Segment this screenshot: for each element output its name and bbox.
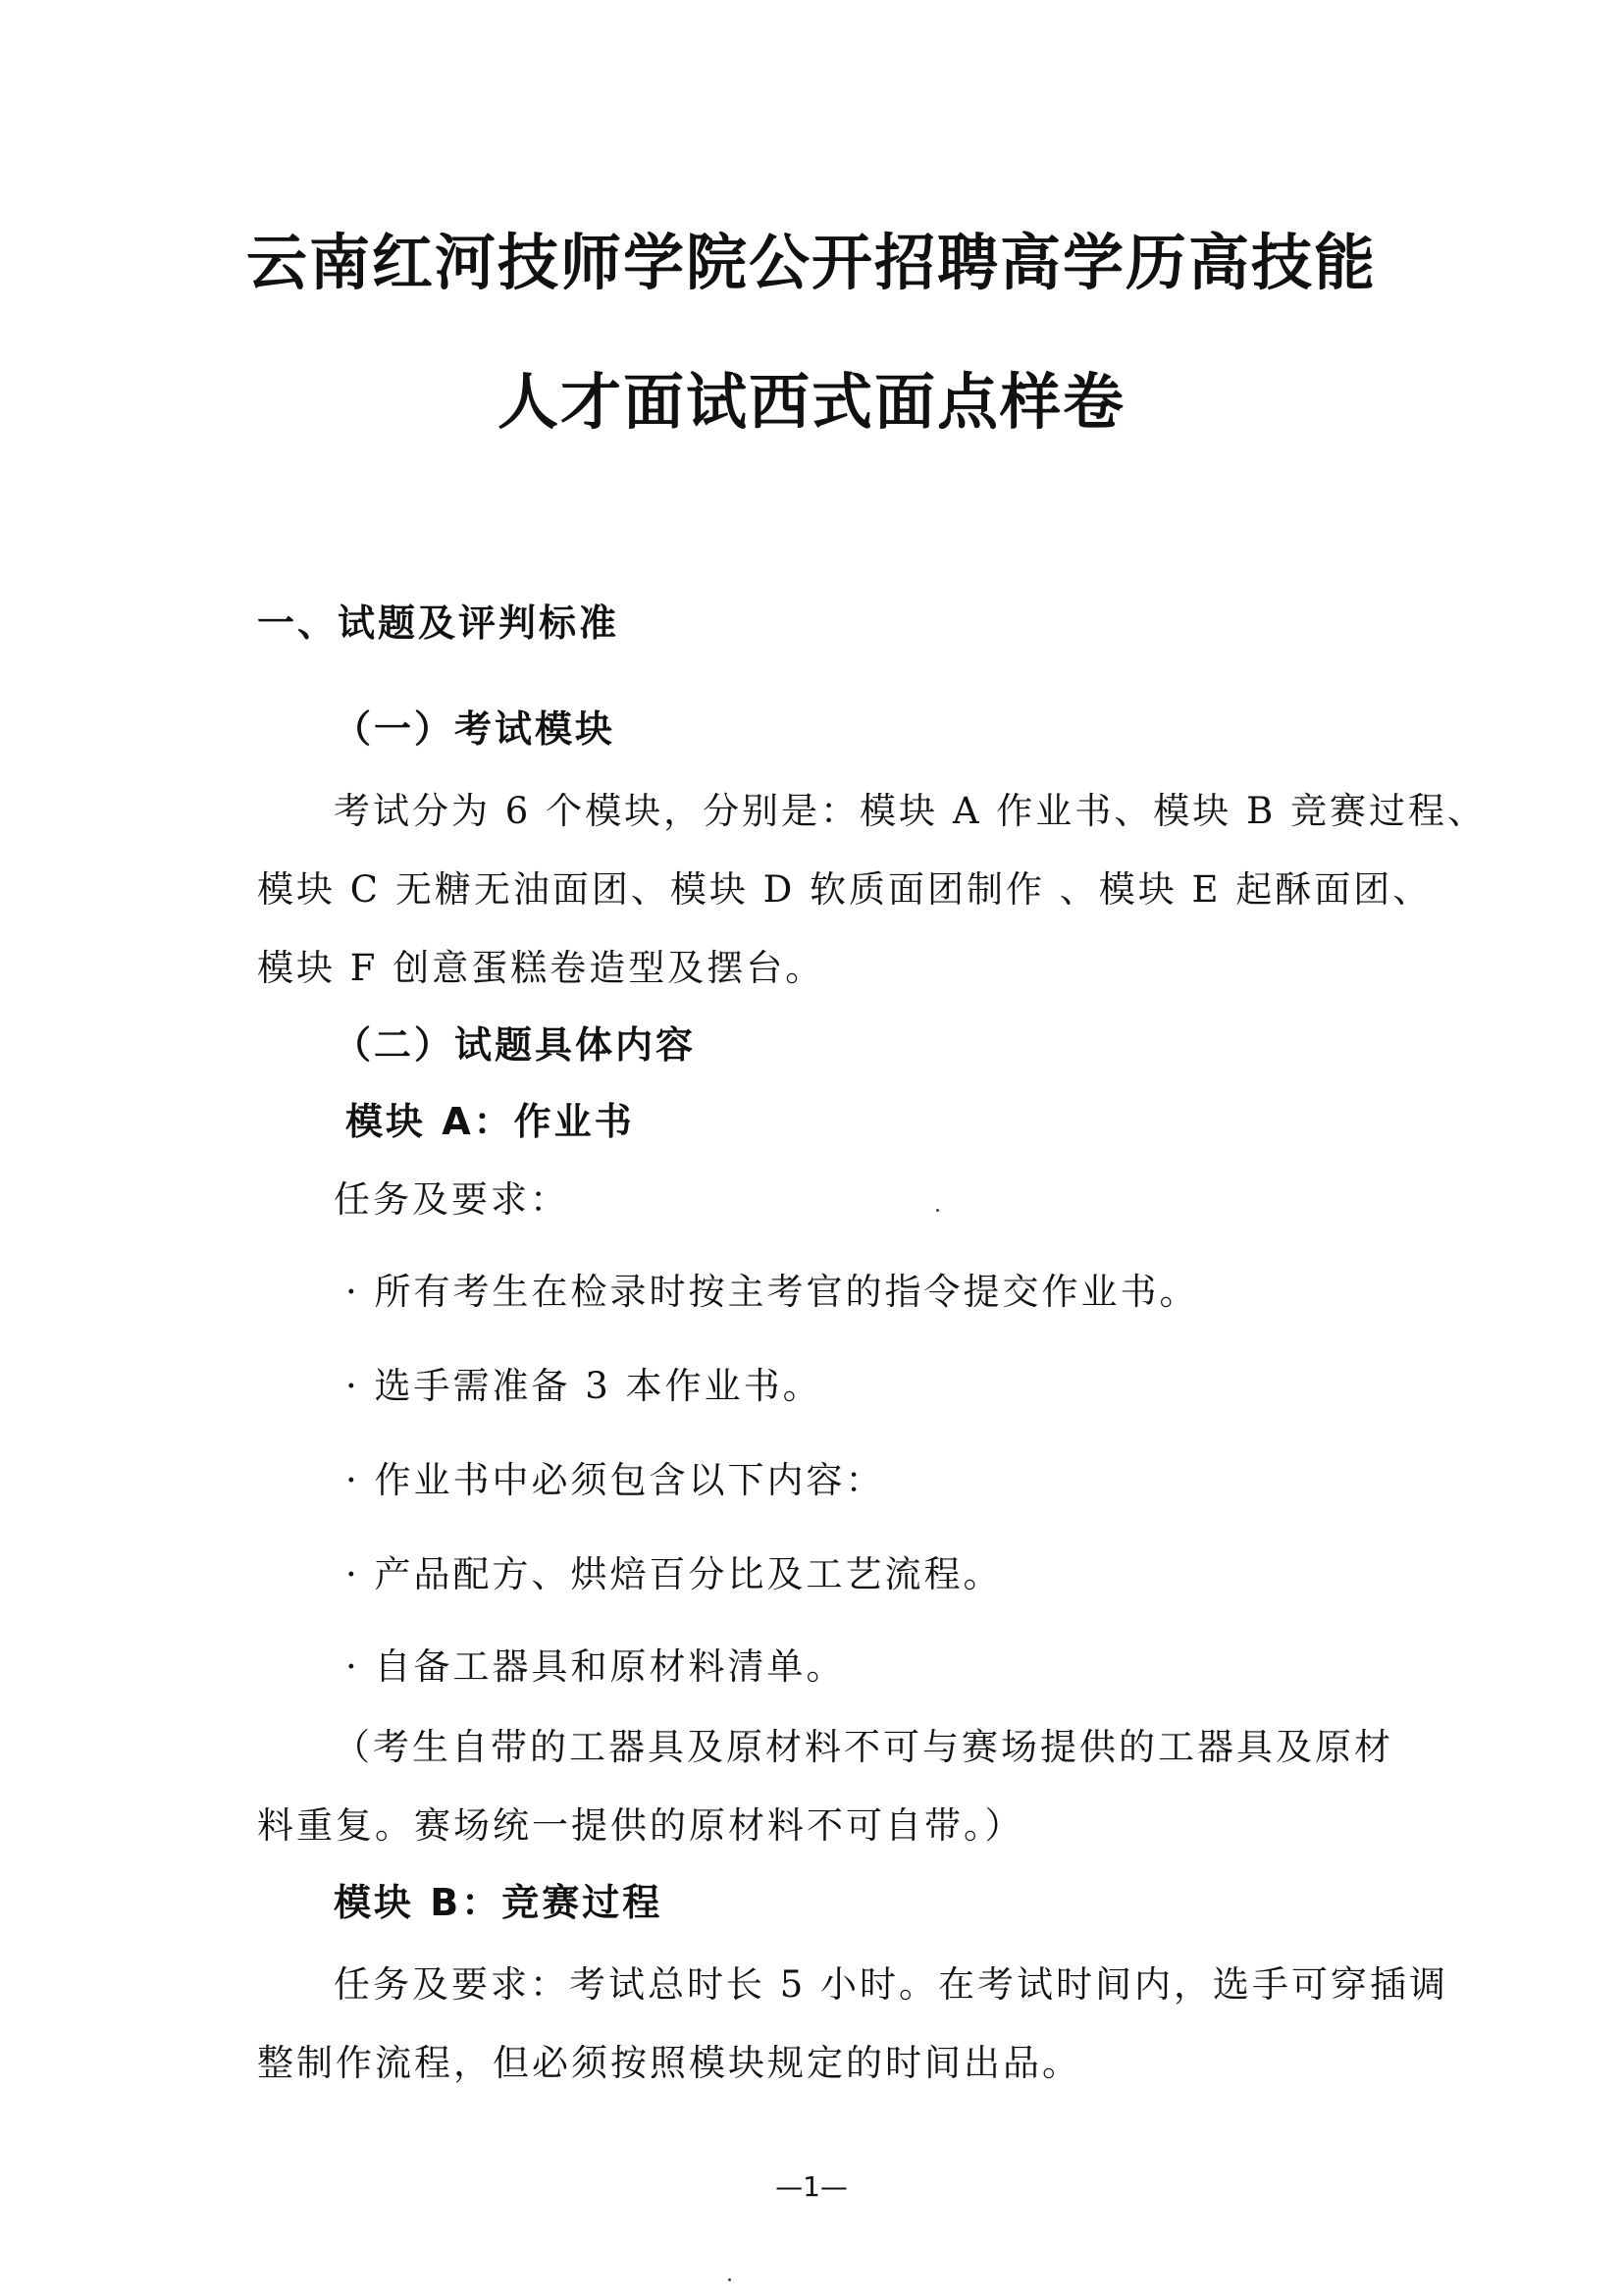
document-title-line-2: 人才面试西式面点样卷 <box>497 366 1126 438</box>
module-a-bullet: · 所有考生在检录时按主考官的指令提交作业书。 <box>345 1271 1199 1313</box>
module-a-heading: 模块 A：作业书 <box>345 1100 635 1143</box>
module-b-heading: 模块 B：竞赛过程 <box>334 1881 663 1924</box>
subsection-heading-content: （二）试题具体内容 <box>334 1023 697 1067</box>
document-title-line-1: 云南红河技师学院公开招聘高学历高技能 <box>245 227 1377 298</box>
module-b-task-line-1: 任务及要求：考试总时长 5 小时。在考试时间内，选手可穿插调 <box>334 1963 1449 2006</box>
scan-speck <box>936 1209 939 1212</box>
module-a-bullet: · 自备工器具和原材料清单。 <box>345 1645 846 1688</box>
module-a-bullet: · 选手需准备 3 本作业书。 <box>345 1365 822 1407</box>
section-heading-1: 一、试题及评判标准 <box>257 601 620 645</box>
module-a-bullet: · 作业书中必须包含以下内容： <box>345 1459 885 1501</box>
paragraph-modules-line-3: 模块 F 创意蛋糕卷造型及摆台。 <box>257 947 825 989</box>
module-a-bullet: · 产品配方、烘焙百分比及工艺流程。 <box>345 1553 1003 1595</box>
paragraph-modules-line-2: 模块 C 无糖无油面团、模块 D 软质面团制作 、模块 E 起酥面团、 <box>257 868 1433 911</box>
module-a-task-label: 任务及要求： <box>334 1178 569 1221</box>
subsection-heading-exam-modules: （一）考试模块 <box>334 707 616 751</box>
page-number: —1— <box>775 2170 848 2203</box>
module-a-note-line-1: （考生自带的工器具及原材料不可与赛场提供的工器具及原材 <box>334 1726 1393 1768</box>
scan-speck <box>728 2278 731 2281</box>
module-b-task-line-2: 整制作流程，但必须按照模块规定的时间出品。 <box>257 2042 1081 2084</box>
paragraph-modules-line-1: 考试分为 6 个模块，分别是：模块 A 作业书、模块 B 竞赛过程、 <box>334 790 1488 832</box>
module-a-note-line-2: 料重复。赛场统一提供的原材料不可自带。） <box>257 1804 1024 1847</box>
